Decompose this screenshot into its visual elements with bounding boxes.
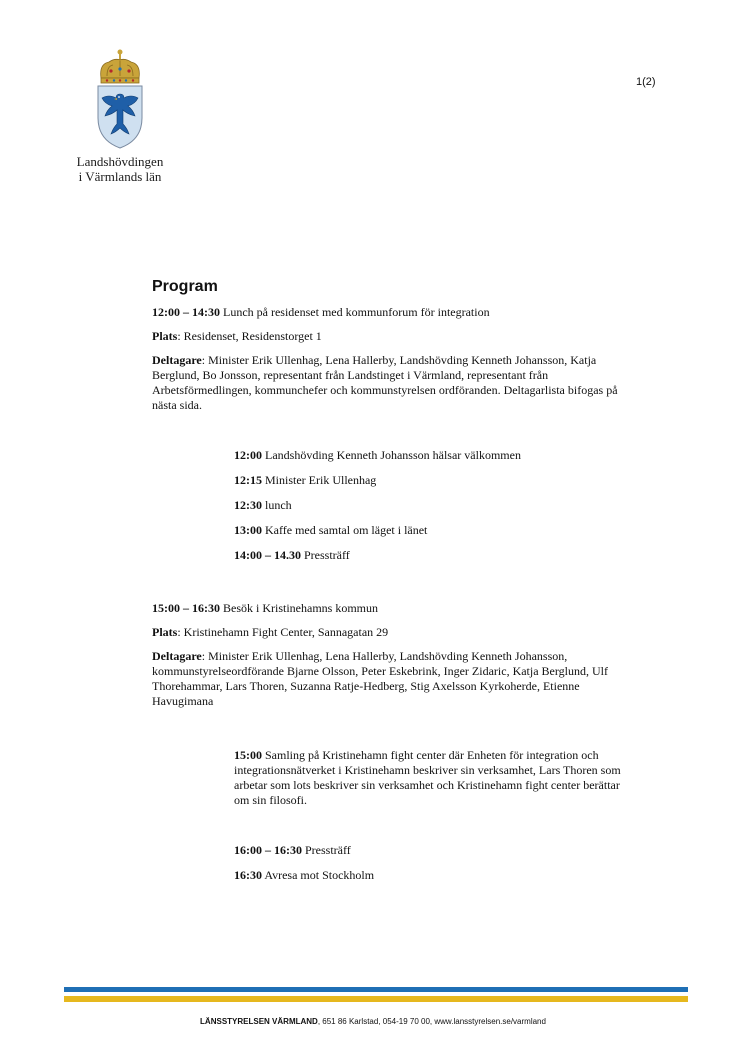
schedule-time: 13:00 [234, 523, 262, 537]
schedule-time: 16:00 – 16:30 [234, 843, 302, 857]
section2-participants-value: : Minister Erik Ullenhag, Lena Hallerby, Landshövding Kenneth Johansson, kommunstyrelseordförande Bjarne Olsson, Peter Eskebrink, Inger Zidaric, Katja Berglund, Ulf Thorehammar, Lars Thoren, Suzanna Ratje-Hedberg, Stig Axelsson Kyrkoherde, Etienne Havugimana [152, 649, 608, 708]
section1-participants [152, 353, 622, 413]
schedule-item [234, 868, 622, 883]
footer-address [0, 1017, 746, 1026]
program-content [152, 278, 622, 893]
footer-stripe-yellow [64, 996, 688, 1002]
section2-heading [152, 601, 622, 616]
schedule-item [234, 548, 622, 563]
schedule-time: 12:00 [234, 448, 262, 462]
section1-heading [152, 305, 622, 320]
section1-participants-label: Deltagare [152, 353, 202, 367]
section2-time: 15:00 – 16:30 [152, 601, 220, 615]
section1-place [152, 329, 622, 344]
schedule-time: 12:15 [234, 473, 262, 487]
section2-place [152, 625, 622, 640]
section1-place-label: Plats [152, 329, 178, 343]
schedule-item [234, 523, 622, 538]
section2-place-value: : Kristinehamn Fight Center, Sannagatan 29 [177, 625, 389, 639]
schedule-text: Samling på Kristinehamn fight center där Enheten för integration och integrationsnätverket i Kristinehamn beskriver sin verksamhet, Lars Thoren som arbetar som lots beskriver sin verksamhet och Kristinehamn fight center berättar om sin filosofi. [234, 748, 621, 807]
section1-text: Lunch på residenset med kommunforum för integration [220, 305, 490, 319]
page-number: 1(2) [636, 76, 656, 88]
footer-details: , 651 86 Karlstad, 054-19 70 00, www.lansstyrelsen.se/varmland [317, 1017, 546, 1026]
schedule-time: 14:00 – 14.30 [234, 548, 301, 562]
section2-text: Besök i Kristinehamns kommun [220, 601, 378, 615]
schedule-text: lunch [262, 498, 292, 512]
program-title: Program [152, 278, 218, 295]
footer-org: LÄNSSTYRELSEN VÄRMLAND [200, 1017, 318, 1026]
section1-time: 12:00 – 14:30 [152, 305, 220, 319]
schedule-text: Avresa mot Stockholm [262, 868, 375, 882]
coat-of-arms-logo [60, 48, 180, 184]
coat-of-arms-icon [93, 48, 147, 150]
section1-place-value: : Residenset, Residenstorget 1 [177, 329, 322, 343]
section2-participants [152, 649, 622, 709]
schedule-time: 16:30 [234, 868, 262, 882]
schedule-item [234, 498, 622, 513]
schedule-text: Pressträff [301, 548, 350, 562]
logo-text-line2: i Värmlands län [78, 169, 162, 184]
schedule-item [234, 448, 622, 463]
section1-participants-value: : Minister Erik Ullenhag, Lena Hallerby, Landshövding Kenneth Johansson, Katja Berglund, Bo Jonsson, representant från Landstinget i Värmland, representant från Arbetsförmedlingen, kommunchefer och kommunstyrelsen ordföranden. Deltagarlista bifogas på nästa sida. [152, 353, 618, 412]
schedule-text: Pressträff [302, 843, 351, 857]
schedule-time: 12:30 [234, 498, 262, 512]
schedule-item [234, 843, 622, 858]
schedule-text: Minister Erik Ullenhag [262, 473, 377, 487]
schedule-item [234, 473, 622, 488]
schedule-text: Landshövding Kenneth Johansson hälsar välkommen [262, 448, 521, 462]
schedule-time: 15:00 [234, 748, 262, 762]
schedule-item [234, 748, 622, 808]
section1-schedule [234, 448, 622, 563]
logo-text-line1: Landshövdingen [76, 154, 164, 169]
section2-participants-label: Deltagare [152, 649, 202, 663]
schedule-text: Kaffe med samtal om läget i länet [262, 523, 428, 537]
section2-place-label: Plats [152, 625, 178, 639]
section2-schedule [234, 748, 622, 883]
